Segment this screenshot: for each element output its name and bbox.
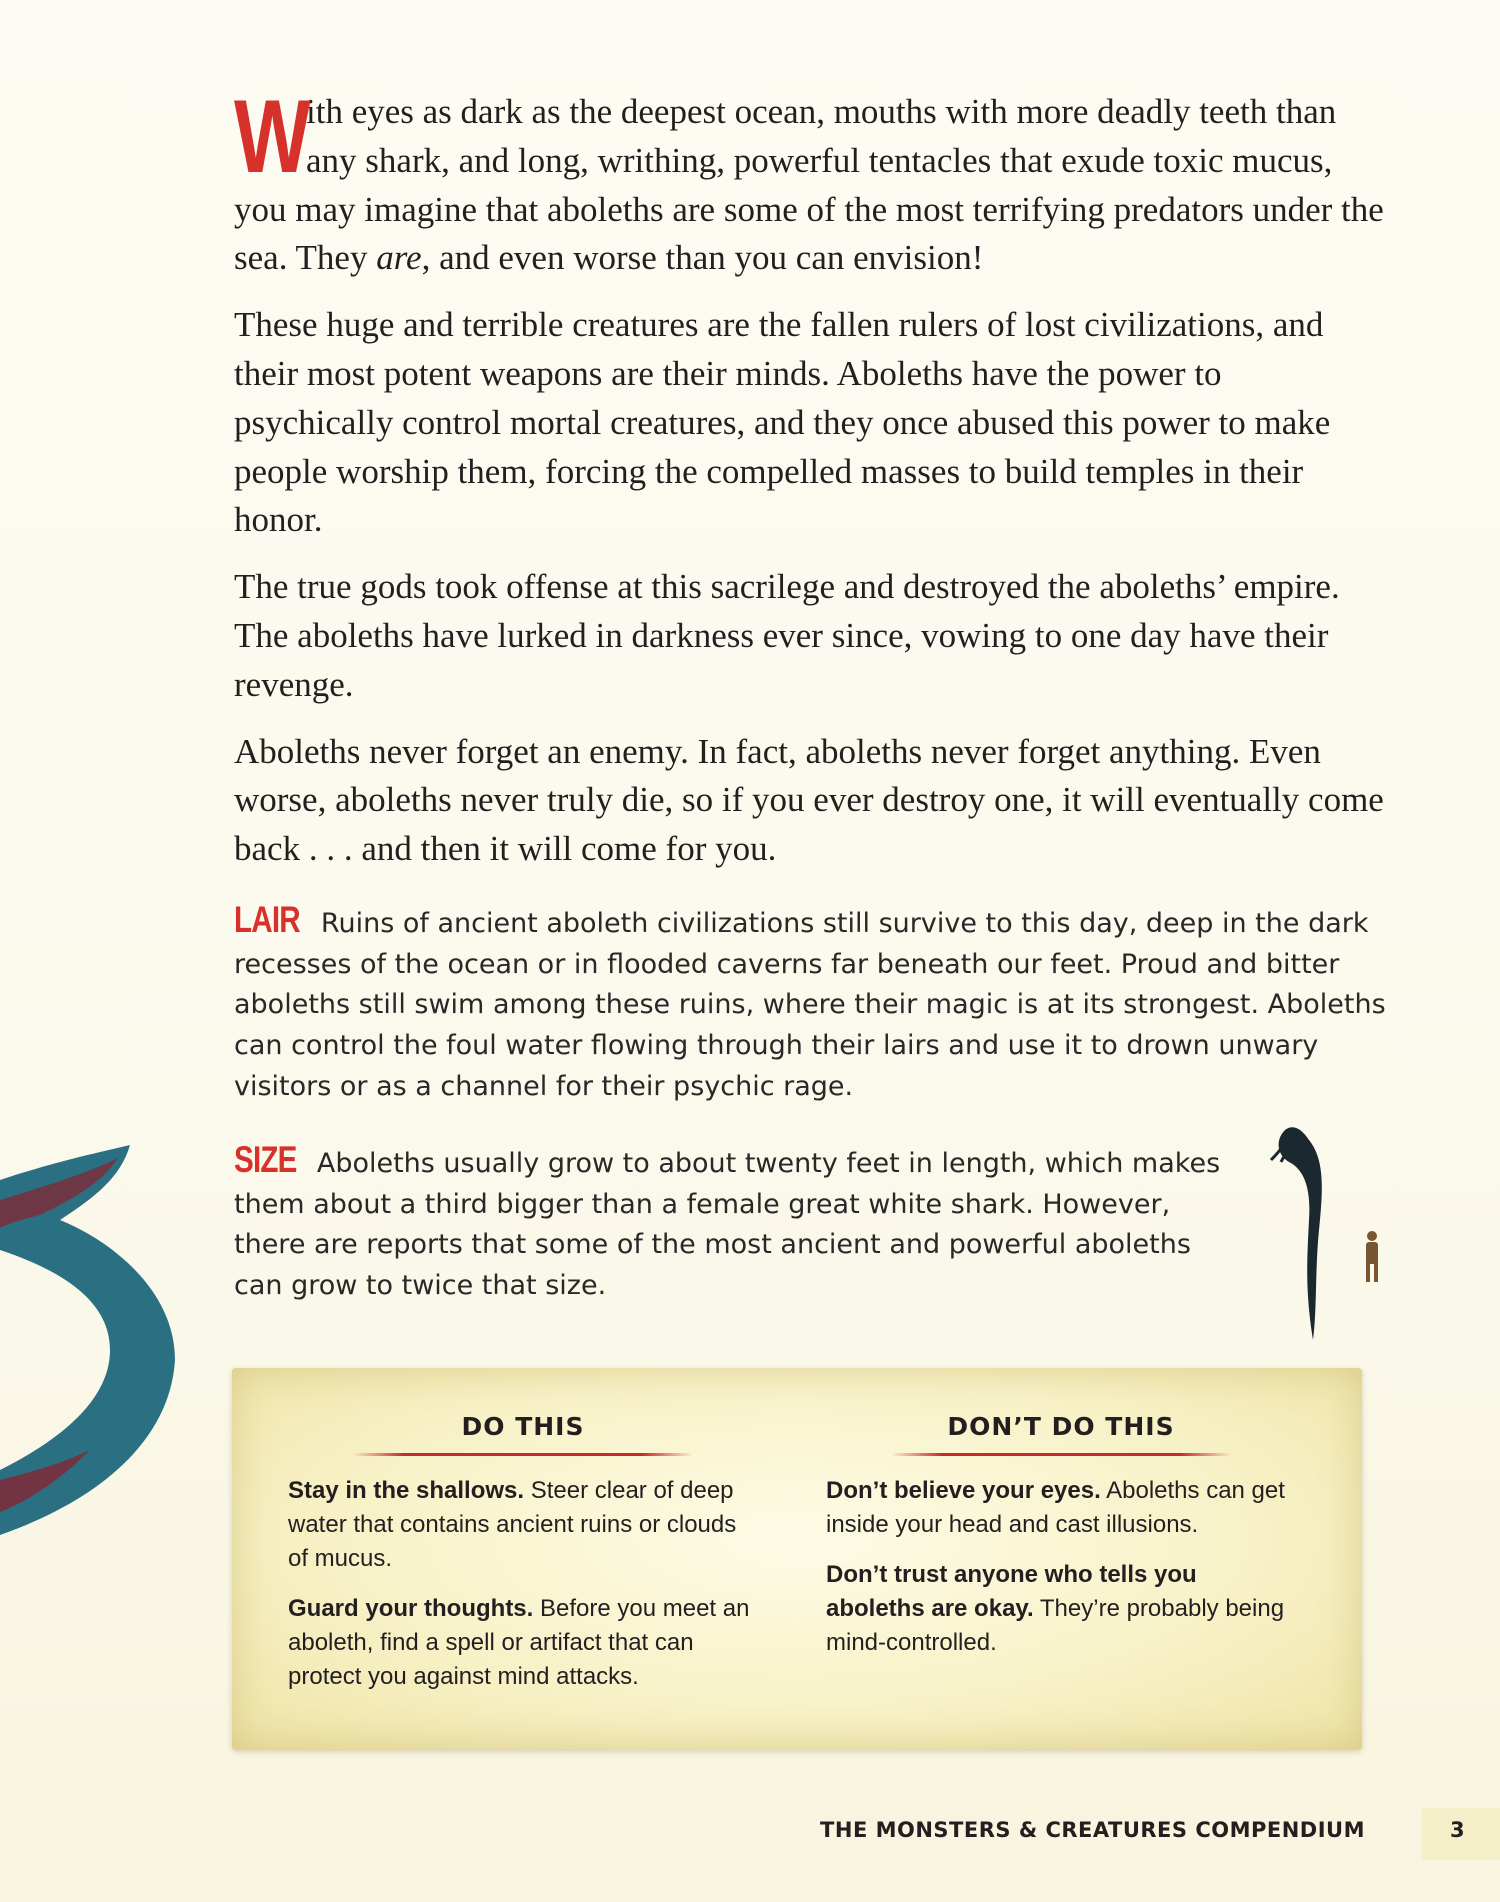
do-this-tip: Guard your thoughts. Before you meet an aboleth, find a spell or artifact that can protect you against mind attacks. — [288, 1595, 750, 1690]
size-comparison-silhouettes — [1265, 1110, 1395, 1350]
intro-paragraph-3: The true gods took offense at this sacrilege and destroyed the aboleths’ empire. The aboleths have lurked in darkness ever since, vowing to one day have their revenge. — [234, 567, 1340, 704]
intro-text — [234, 79, 1384, 892]
size-label: SIZE — [234, 1139, 297, 1180]
dont-do-this-tip: Don’t believe your eyes. Aboleths can get inside your head and cast illusions. — [826, 1477, 1285, 1538]
tips-panel — [232, 1368, 1362, 1750]
intro-paragraph-2: These huge and terrible creatures are the fallen rulers of lost civilizations, and their most potent weapons are their minds. Aboleths have the power to psychically control mortal creatures, and they once abused this power to make people worship them, forcing the compelled masses to build temples in their honor. — [234, 305, 1331, 540]
aboleth-tentacle-illustration — [0, 1140, 200, 1540]
size-section — [234, 1140, 1234, 1307]
human-silhouette — [1366, 1231, 1378, 1282]
dont-do-this-heading: DON’T DO THIS — [947, 1412, 1175, 1441]
dont-do-this-tip: Don’t trust anyone who tells you aboleths are okay. They’re probably being mind-controlled. — [826, 1561, 1285, 1656]
drop-cap: W — [234, 79, 311, 195]
page-footer — [0, 1816, 1500, 1856]
heading-divider — [353, 1453, 693, 1456]
do-this-tip: Stay in the shallows. Steer clear of deep water that contains ancient ruins or clouds of mucus. — [288, 1477, 737, 1572]
size-text: Aboleths usually grow to about twenty feet in length, which makes them about a third bigger than a female great white shark. However, there are reports that some of the most ancient and powerful aboleths can grow to twice that size. — [234, 1148, 1221, 1302]
do-this-column — [288, 1412, 758, 1710]
lair-text: Ruins of ancient aboleth civilizations still survive to this day, deep in the dark recesses of the ocean or in flooded caverns far beneath our feet. Proud and bitter aboleths still swim among these ruins, where their magic is at its strongest. Aboleths can control the foul water flowing through their lairs and use it to drown unwary visitors or as a channel for their psychic rage. — [234, 908, 1386, 1102]
intro-paragraph-1: W ith eyes as dark as the deepest ocean, mouths with more deadly teeth than any shark, and long, writhing, powerful tentacles that exude toxic mucus, you may imagine that aboleths are some of the most terrifying predators under the sea. They are, and even worse than you can envision! — [234, 79, 1384, 278]
book-title: THE MONSTERS & CREATURES COMPENDIUM — [820, 1818, 1365, 1842]
page-number: 3 — [1450, 1818, 1465, 1842]
heading-divider — [891, 1453, 1231, 1456]
lair-label: LAIR — [234, 899, 300, 940]
intro-paragraph-4: Aboleths never forget an enemy. In fact, aboleths never forget anything. Even worse, aboleths never truly die, so if you ever destroy one, it will eventually come back . . . and then it will come for you. — [234, 731, 1384, 869]
do-this-heading: DO THIS — [461, 1412, 585, 1441]
lair-section — [234, 900, 1394, 1108]
dont-do-this-column — [826, 1412, 1296, 1676]
